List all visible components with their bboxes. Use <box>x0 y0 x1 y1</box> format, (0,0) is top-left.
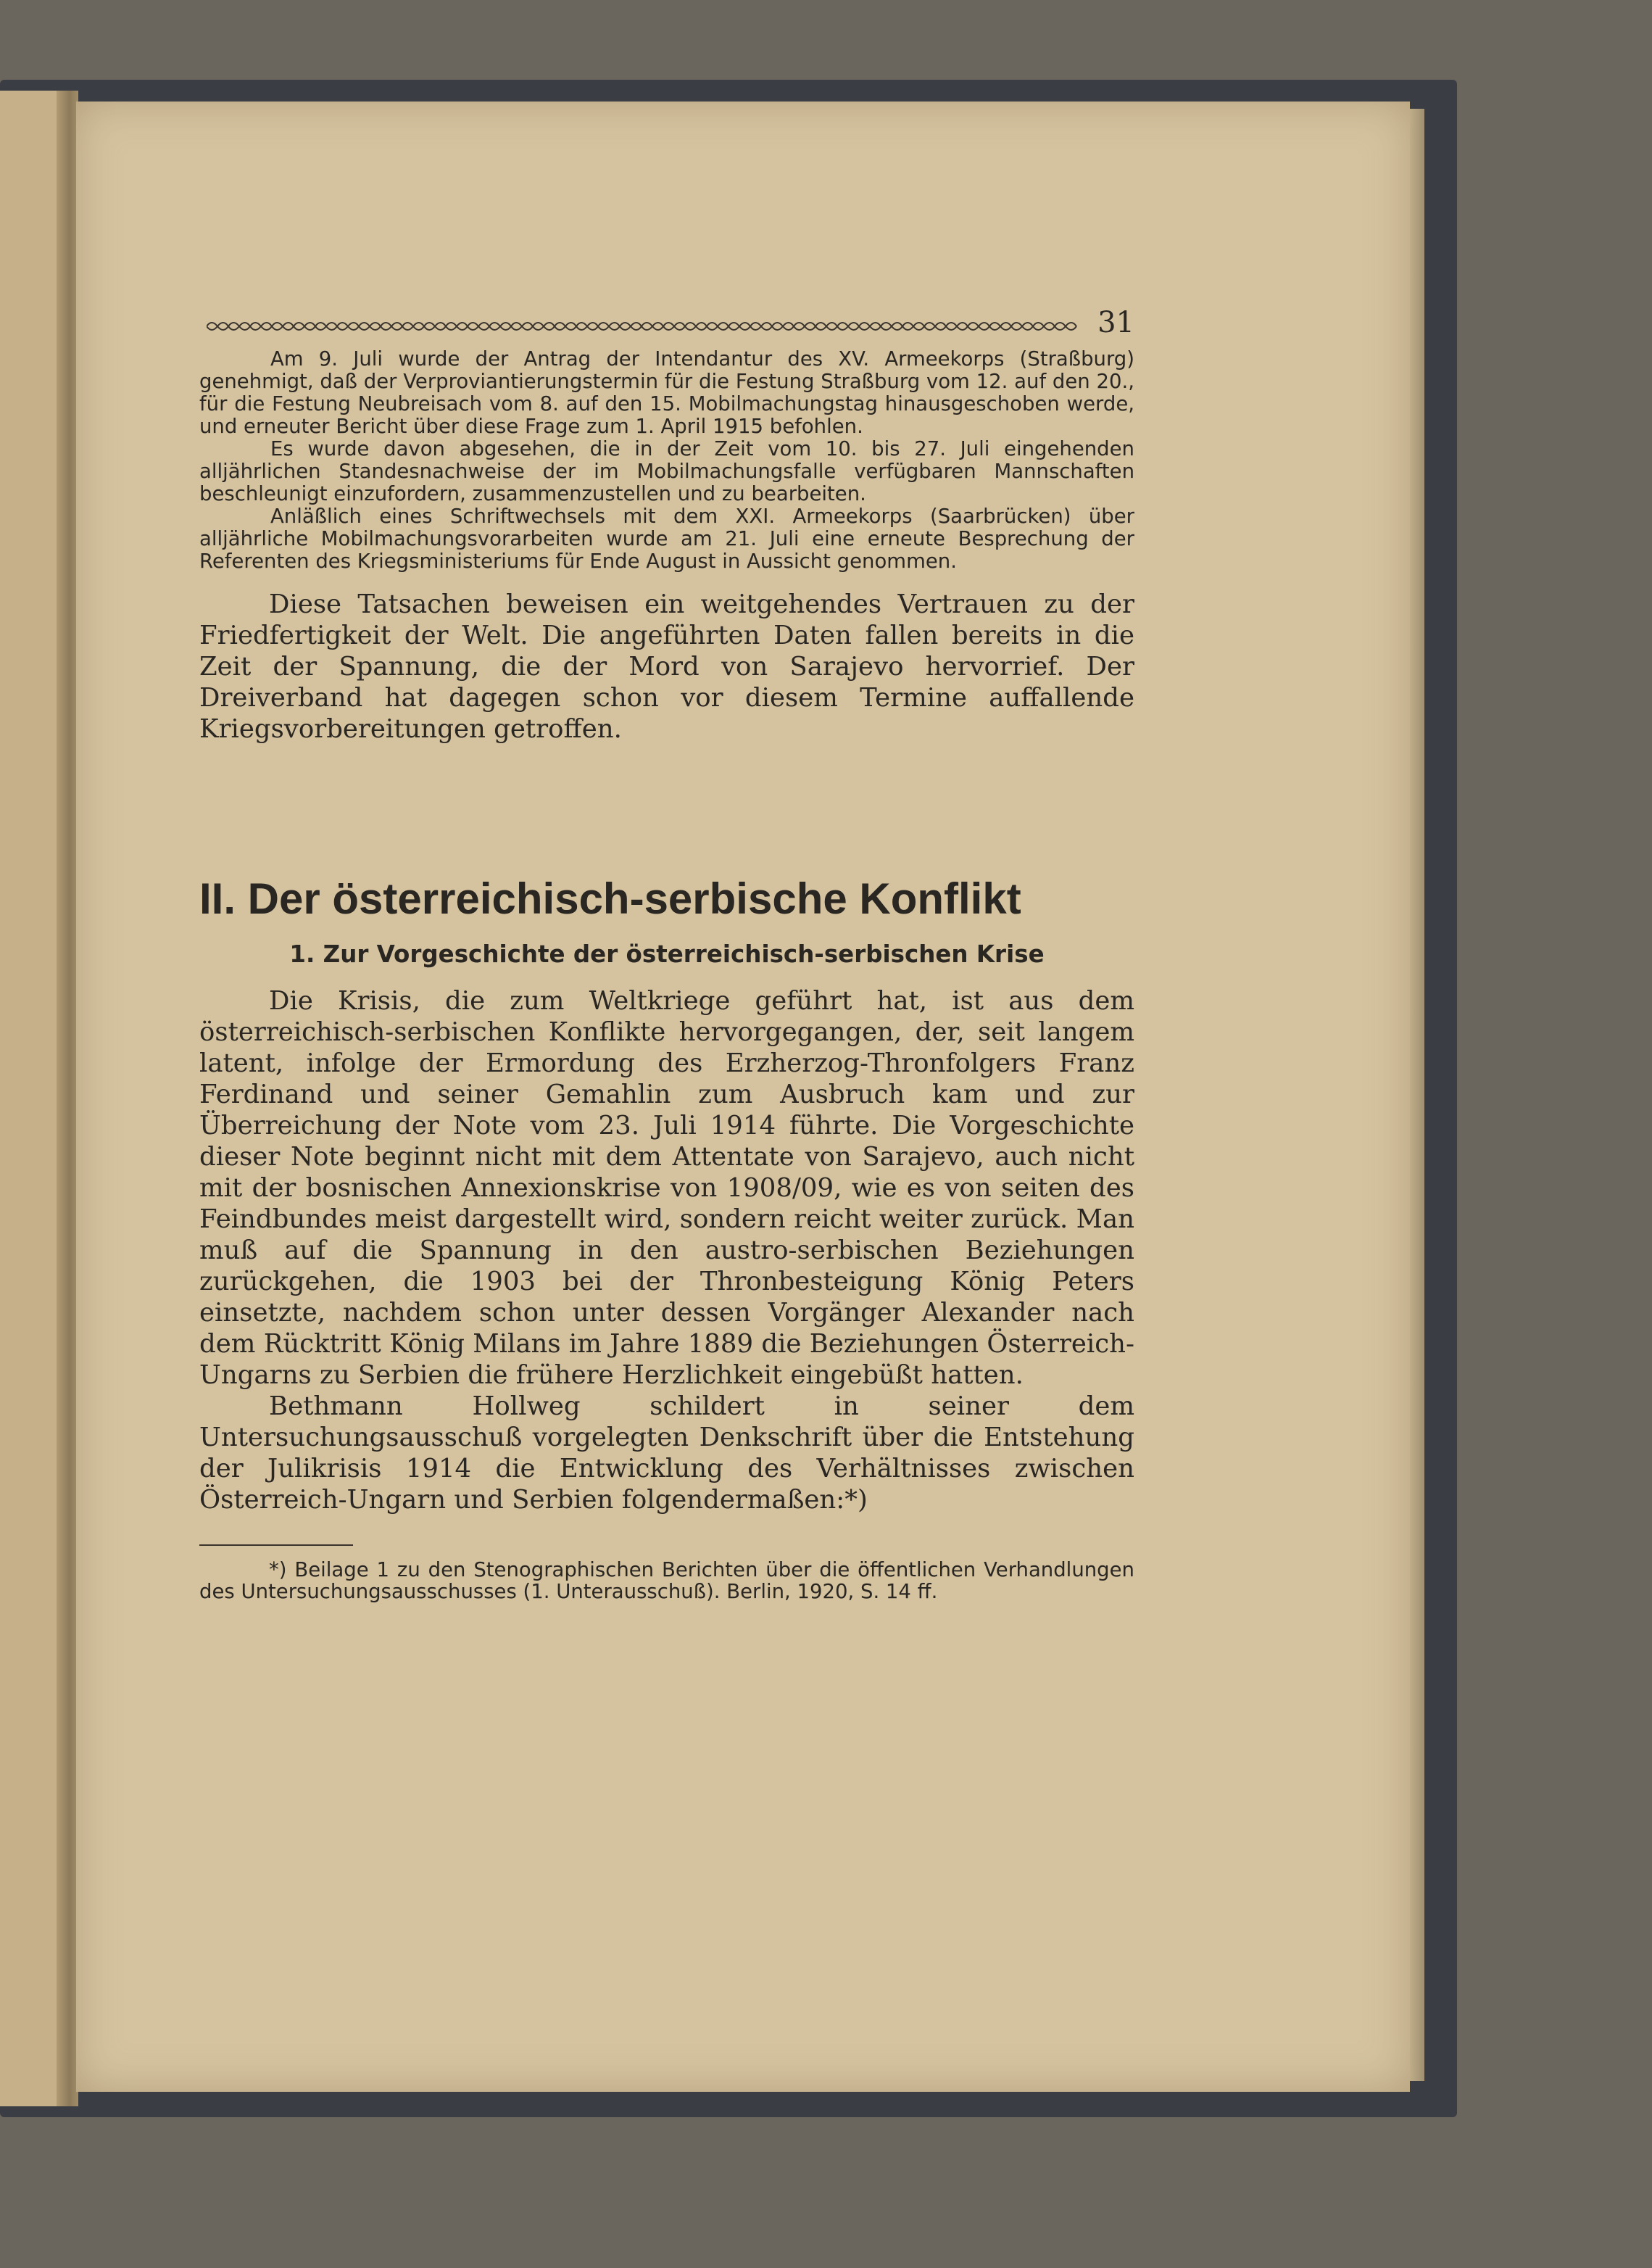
footnote: *) Beilage 1 zu den Stenographischen Berichten über die öffentlichen Verhandlungen des Untersuchungsausschusses (1. Unterausschuß). Berlin, 1920, S. 14 ff. <box>199 1558 1134 1603</box>
note-paragraph: Es wurde davon abgesehen, die in der Zeit vom 10. bis 27. Juli eingehenden alljährlichen Standesnachweise der im Mobilmachungsfalle verfügbaren Mannschaften beschleunigt einzufordern, zusammenzustellen und zu bearbeiten. <box>199 437 1134 505</box>
page-stack-edge <box>1410 109 1424 2081</box>
footnote-rule <box>199 1544 353 1546</box>
page-content <box>199 305 1134 1602</box>
running-header <box>199 305 1134 348</box>
note-paragraph: Am 9. Juli wurde der Antrag der Intendantur des XV. Armeekorps (Straßburg) genehmigt, daß der Verproviantierungstermin für die Festung Straßburg vom 12. auf den 20., für die Festung Neubreisach vom 8. auf den 15. Mobilmachungstag hinausgeschoben werde, und erneuter Bericht über diese Frage zum 1. April 1915 befohlen. <box>199 347 1134 438</box>
book-gutter <box>57 91 78 2106</box>
body-paragraph: Diese Tatsachen beweisen ein weitgehendes Vertrauen zu der Friedfertigkeit der Welt. Die angeführten Daten fallen bereits in die Zeit der Spannung, die der Mord von Sarajevo hervorrief. Der Dreiverband hat dagegen schon vor diesem Termine auffallende Kriegsvorbereitungen getroffen. <box>199 589 1134 744</box>
note-paragraph: Anläßlich eines Schriftwechsels mit dem XXI. Armeekorps (Saarbrücken) über alljährliche Mobilmachungsvorarbeiten wurde am 21. Juli eine erneute Besprechung der Referenten des Kriegsministeriums für Ende August in Aussicht genommen. <box>199 505 1134 573</box>
section-title: 1. Zur Vorgeschichte der österreichisch-serbischen Krise <box>289 940 1045 968</box>
section-paragraph: Die Krisis, die zum Weltkriege geführt hat, ist aus dem österreichisch-serbischen Konflikte hervorgegangen, der, seit langem latent, infolge der Ermordung des Erzherzog-Thronfolgers Franz Ferdinand und seiner Gemahlin zum Ausbruch kam und zur Überreichung der Note vom 23. Juli 1914 führte. Die Vorgeschichte dieser Note beginnt nicht mit dem Attentate von Sarajevo, auch nicht mit der bosnischen Annexionskrise von 1908/09, wie es von seiten des Feindbundes meist dargestellt wird, sondern reicht weiter zurück. Man muß auf die Spannung in den austro-serbischen Beziehungen zurückgehen, die 1903 bei der Thronbesteigung König Peters einsetzte, nachdem schon unter dessen Vorgänger Alexander nach dem Rücktritt König Milans im Jahre 1889 die Beziehungen Österreich-Ungarns zu Serbien die frühere Herzlichkeit eingebüßt hatten. <box>199 986 1134 1390</box>
section-paragraph: Bethmann Hollweg schildert in seiner dem Untersuchungsausschuß vorgelegten Denkschrift über die Entstehung der Julikrisis 1914 die Entwicklung des Verhältnisses zwischen Österreich-Ungarn und Serbien folgendermaßen:*) <box>199 1391 1134 1515</box>
page-number: 31 <box>1097 306 1134 339</box>
ornamental-rule <box>207 318 1084 335</box>
small-print-notes <box>199 348 1134 573</box>
chapter-title: II. Der österreichisch-serbische Konflikt <box>199 874 1021 923</box>
